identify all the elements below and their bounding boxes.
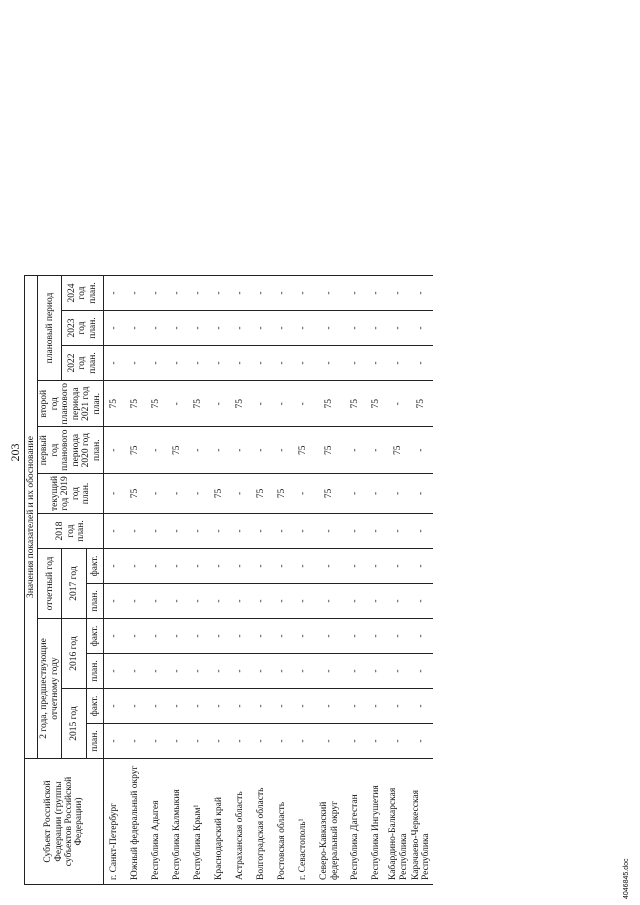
row-value-cell: - xyxy=(125,514,146,549)
table-row xyxy=(366,276,387,885)
row-value-cell: - xyxy=(104,514,126,549)
row-value-cell: - xyxy=(167,689,188,724)
row-value-cell: - xyxy=(387,654,410,689)
row-value-cell: - xyxy=(230,654,251,689)
table-row xyxy=(188,276,209,885)
row-value-cell: - xyxy=(410,689,433,724)
row-subject-name: Ростовская область xyxy=(272,759,293,885)
row-value-cell: - xyxy=(387,381,410,427)
row-value-cell: - xyxy=(167,381,188,427)
row-value-cell: - xyxy=(345,689,366,724)
row-value-cell: - xyxy=(366,311,387,346)
row-subject-name: Республика Ингушетия xyxy=(366,759,387,885)
row-value-cell: - xyxy=(293,619,314,654)
row-value-cell: - xyxy=(188,584,209,619)
row-value-cell: - xyxy=(314,724,345,759)
row-value-cell: - xyxy=(125,346,146,381)
row-value-cell: 75 xyxy=(125,381,146,427)
table-row xyxy=(272,276,293,885)
row-value-cell: - xyxy=(230,724,251,759)
row-value-cell: - xyxy=(272,689,293,724)
row-value-cell: - xyxy=(345,724,366,759)
document-id: 4046845.doc xyxy=(623,858,630,899)
header-plan: план. xyxy=(86,584,103,619)
row-value-cell: - xyxy=(293,549,314,584)
row-value-cell: 75 xyxy=(125,473,146,513)
table-body xyxy=(104,276,433,885)
row-value-cell: - xyxy=(209,549,230,584)
row-value-cell: - xyxy=(209,427,230,473)
header-2023: 2023 год план. xyxy=(62,311,104,346)
row-value-cell: - xyxy=(167,473,188,513)
row-value-cell: - xyxy=(345,427,366,473)
row-value-cell: - xyxy=(293,473,314,513)
header-current-year: текущий год 2019 год план. xyxy=(38,473,104,513)
row-value-cell: - xyxy=(314,276,345,311)
page-number: 203 xyxy=(8,443,22,462)
row-value-cell: 75 xyxy=(251,473,272,513)
row-value-cell: - xyxy=(251,514,272,549)
table-row xyxy=(146,276,167,885)
header-2018: 2018 год план. xyxy=(38,514,104,549)
table-row xyxy=(410,276,433,885)
table-header xyxy=(25,276,104,885)
row-value-cell: - xyxy=(410,724,433,759)
table-row xyxy=(167,276,188,885)
row-value-cell: 75 xyxy=(146,381,167,427)
row-value-cell: - xyxy=(104,584,126,619)
row-value-cell: - xyxy=(272,276,293,311)
row-value-cell: - xyxy=(345,549,366,584)
row-subject-name: Республика Калмыкия xyxy=(167,759,188,885)
table-row xyxy=(251,276,272,885)
row-value-cell: - xyxy=(167,311,188,346)
row-value-cell: 75 xyxy=(230,381,251,427)
row-value-cell: - xyxy=(209,346,230,381)
row-value-cell: - xyxy=(272,654,293,689)
row-value-cell: - xyxy=(146,724,167,759)
row-value-cell: - xyxy=(314,346,345,381)
header-2022: 2022 год план. xyxy=(62,346,104,381)
row-value-cell: - xyxy=(345,473,366,513)
row-value-cell: - xyxy=(167,654,188,689)
header-prev-years: 2 года, предшествующие отчетному году xyxy=(38,619,62,759)
row-value-cell: - xyxy=(366,654,387,689)
header-2024: 2024 год план. xyxy=(62,276,104,311)
row-value-cell: - xyxy=(345,619,366,654)
row-value-cell: - xyxy=(272,549,293,584)
row-value-cell: - xyxy=(272,346,293,381)
row-value-cell: - xyxy=(314,619,345,654)
header-fact: факт. xyxy=(86,689,103,724)
row-value-cell: - xyxy=(387,473,410,513)
row-value-cell: - xyxy=(230,514,251,549)
row-value-cell: - xyxy=(230,473,251,513)
row-value-cell: - xyxy=(272,619,293,654)
row-value-cell: - xyxy=(104,619,126,654)
row-value-cell: - xyxy=(146,427,167,473)
row-value-cell: - xyxy=(146,346,167,381)
row-value-cell: - xyxy=(387,276,410,311)
row-value-cell: - xyxy=(209,724,230,759)
row-value-cell: - xyxy=(230,311,251,346)
row-value-cell: - xyxy=(146,514,167,549)
row-value-cell: 75 xyxy=(366,381,387,427)
row-value-cell: - xyxy=(188,514,209,549)
row-value-cell: - xyxy=(125,654,146,689)
row-value-cell: - xyxy=(410,346,433,381)
row-value-cell: - xyxy=(293,346,314,381)
row-value-cell: - xyxy=(272,514,293,549)
row-value-cell: - xyxy=(251,381,272,427)
row-value-cell: - xyxy=(345,584,366,619)
row-value-cell: - xyxy=(167,584,188,619)
row-value-cell: - xyxy=(188,689,209,724)
row-subject-name: г. Севастополь¹ xyxy=(293,759,314,885)
table-row xyxy=(314,276,345,885)
row-value-cell: - xyxy=(104,346,126,381)
row-value-cell: - xyxy=(125,619,146,654)
row-value-cell: - xyxy=(230,619,251,654)
row-value-cell: - xyxy=(410,514,433,549)
row-value-cell: - xyxy=(188,427,209,473)
row-value-cell: - xyxy=(251,619,272,654)
row-value-cell: - xyxy=(104,276,126,311)
row-value-cell: - xyxy=(366,514,387,549)
row-value-cell: - xyxy=(293,689,314,724)
row-value-cell: - xyxy=(167,514,188,549)
row-value-cell: - xyxy=(366,689,387,724)
row-subject-name: г. Санкт-Петербург xyxy=(104,759,126,885)
header-report-year: отчетный год xyxy=(38,549,62,619)
header-fact: факт. xyxy=(86,549,103,584)
row-value-cell: - xyxy=(188,311,209,346)
row-value-cell: - xyxy=(410,584,433,619)
row-value-cell: - xyxy=(125,584,146,619)
row-value-cell: - xyxy=(167,276,188,311)
row-value-cell: - xyxy=(104,427,126,473)
row-value-cell: - xyxy=(146,654,167,689)
row-value-cell: 75 xyxy=(188,381,209,427)
row-value-cell: - xyxy=(104,311,126,346)
row-value-cell: - xyxy=(167,724,188,759)
row-value-cell: 75 xyxy=(314,473,345,513)
row-value-cell: - xyxy=(366,584,387,619)
row-value-cell: - xyxy=(230,584,251,619)
row-value-cell: - xyxy=(345,514,366,549)
row-value-cell: - xyxy=(410,619,433,654)
row-value-cell: - xyxy=(209,381,230,427)
row-value-cell: - xyxy=(387,584,410,619)
header-plan: план. xyxy=(86,654,103,689)
header-planning-period: плановый период xyxy=(38,276,62,381)
row-value-cell: - xyxy=(251,311,272,346)
header-2015: 2015 год xyxy=(62,689,87,759)
row-subject-name: Северо-Кавказский федеральный округ xyxy=(314,759,345,885)
row-value-cell: - xyxy=(366,473,387,513)
row-value-cell: 75 xyxy=(314,427,345,473)
row-value-cell: - xyxy=(251,346,272,381)
row-value-cell: - xyxy=(314,549,345,584)
row-value-cell: - xyxy=(387,549,410,584)
row-value-cell: - xyxy=(387,689,410,724)
row-value-cell: - xyxy=(293,584,314,619)
row-value-cell: - xyxy=(104,689,126,724)
row-subject-name: Кабардино-Балкарская Республика xyxy=(387,759,410,885)
row-value-cell: - xyxy=(387,724,410,759)
row-subject-name: Волгоградская область xyxy=(251,759,272,885)
row-value-cell: - xyxy=(272,311,293,346)
row-value-cell: 75 xyxy=(272,473,293,513)
row-value-cell: - xyxy=(387,346,410,381)
row-value-cell: - xyxy=(314,514,345,549)
row-value-cell: - xyxy=(410,654,433,689)
indicators-table xyxy=(24,275,433,885)
row-value-cell: - xyxy=(293,654,314,689)
table-row xyxy=(387,276,410,885)
header-fact: факт. xyxy=(86,619,103,654)
row-value-cell: - xyxy=(366,619,387,654)
row-value-cell: - xyxy=(188,346,209,381)
row-value-cell: - xyxy=(410,473,433,513)
row-value-cell: - xyxy=(366,549,387,584)
row-value-cell: - xyxy=(104,724,126,759)
row-value-cell: - xyxy=(146,311,167,346)
row-value-cell: 75 xyxy=(293,427,314,473)
row-value-cell: - xyxy=(104,654,126,689)
header-indicators: Значения показателей и их обоснование xyxy=(25,276,38,759)
row-value-cell: - xyxy=(366,346,387,381)
row-value-cell: - xyxy=(387,514,410,549)
row-value-cell: - xyxy=(314,654,345,689)
row-subject-name: Южный федеральный округ xyxy=(125,759,146,885)
row-subject-name: Карачаево-Черкесская Республика xyxy=(410,759,433,885)
row-value-cell: - xyxy=(209,584,230,619)
row-value-cell: - xyxy=(188,276,209,311)
header-plan: план. xyxy=(86,724,103,759)
table-row xyxy=(345,276,366,885)
row-value-cell: - xyxy=(209,311,230,346)
header-subject: Субъект Российской Федерации (группы субъектов Российской Федерации) xyxy=(25,759,104,885)
row-value-cell: - xyxy=(104,549,126,584)
row-value-cell: - xyxy=(410,549,433,584)
header-2017: 2017 год xyxy=(62,549,87,619)
row-value-cell: - xyxy=(188,654,209,689)
row-value-cell: - xyxy=(345,346,366,381)
row-value-cell: - xyxy=(146,473,167,513)
row-value-cell: - xyxy=(251,276,272,311)
row-value-cell: - xyxy=(209,654,230,689)
row-value-cell: - xyxy=(345,311,366,346)
row-value-cell: - xyxy=(293,311,314,346)
row-value-cell: - xyxy=(314,689,345,724)
row-value-cell: 75 xyxy=(209,473,230,513)
row-value-cell: 75 xyxy=(167,427,188,473)
row-value-cell: - xyxy=(410,276,433,311)
row-subject-name: Астраханская область xyxy=(230,759,251,885)
row-value-cell: - xyxy=(230,549,251,584)
row-value-cell: - xyxy=(251,689,272,724)
row-value-cell: - xyxy=(366,724,387,759)
row-value-cell: - xyxy=(251,584,272,619)
row-value-cell: - xyxy=(345,276,366,311)
row-value-cell: - xyxy=(314,584,345,619)
row-value-cell: - xyxy=(230,689,251,724)
row-value-cell: - xyxy=(125,549,146,584)
row-value-cell: - xyxy=(251,427,272,473)
table-row xyxy=(125,276,146,885)
table-row xyxy=(209,276,230,885)
header-second-plan-year: второй год планового периода 2021 год план. xyxy=(38,381,104,427)
row-value-cell: - xyxy=(167,346,188,381)
row-value-cell: - xyxy=(345,654,366,689)
row-value-cell: - xyxy=(314,311,345,346)
row-value-cell: - xyxy=(230,276,251,311)
row-value-cell: - xyxy=(188,473,209,513)
row-value-cell: - xyxy=(387,619,410,654)
row-value-cell: 75 xyxy=(387,427,410,473)
row-value-cell: - xyxy=(230,427,251,473)
row-value-cell: - xyxy=(146,549,167,584)
table-row xyxy=(104,276,126,885)
row-value-cell: - xyxy=(230,346,251,381)
row-value-cell: - xyxy=(146,689,167,724)
row-value-cell: - xyxy=(209,514,230,549)
row-subject-name: Республика Адыгея xyxy=(146,759,167,885)
row-value-cell: 75 xyxy=(410,381,433,427)
row-value-cell: - xyxy=(272,427,293,473)
row-value-cell: - xyxy=(366,276,387,311)
row-value-cell: - xyxy=(125,724,146,759)
row-value-cell: - xyxy=(209,689,230,724)
row-value-cell: - xyxy=(410,311,433,346)
row-value-cell: - xyxy=(125,276,146,311)
row-value-cell: - xyxy=(293,381,314,427)
row-value-cell: - xyxy=(167,619,188,654)
row-subject-name: Республика Крым¹ xyxy=(188,759,209,885)
row-value-cell: 75 xyxy=(104,381,126,427)
row-value-cell: - xyxy=(167,549,188,584)
row-value-cell: - xyxy=(188,619,209,654)
row-value-cell: - xyxy=(125,311,146,346)
row-value-cell: - xyxy=(209,276,230,311)
table-row xyxy=(230,276,251,885)
row-value-cell: - xyxy=(251,549,272,584)
row-value-cell: - xyxy=(146,584,167,619)
row-subject-name: Республика Дагестан xyxy=(345,759,366,885)
row-value-cell: - xyxy=(125,689,146,724)
row-value-cell: - xyxy=(251,654,272,689)
row-value-cell: 75 xyxy=(345,381,366,427)
row-value-cell: - xyxy=(387,311,410,346)
row-value-cell: - xyxy=(272,381,293,427)
row-value-cell: - xyxy=(293,514,314,549)
row-subject-name: Краснодарский край xyxy=(209,759,230,885)
row-value-cell: - xyxy=(293,276,314,311)
row-value-cell: - xyxy=(104,473,126,513)
row-value-cell: - xyxy=(146,276,167,311)
row-value-cell: - xyxy=(146,619,167,654)
header-2016: 2016 год xyxy=(62,619,87,689)
row-value-cell: - xyxy=(188,549,209,584)
row-value-cell: - xyxy=(410,427,433,473)
row-value-cell: - xyxy=(366,427,387,473)
row-value-cell: - xyxy=(251,724,272,759)
row-value-cell: - xyxy=(272,584,293,619)
header-first-plan-year: первый год планового периода 2020 год план. xyxy=(38,427,104,473)
row-value-cell: 75 xyxy=(125,427,146,473)
row-value-cell: - xyxy=(272,724,293,759)
row-value-cell: - xyxy=(188,724,209,759)
row-value-cell: - xyxy=(209,619,230,654)
table-row xyxy=(293,276,314,885)
row-value-cell: - xyxy=(293,724,314,759)
row-value-cell: 75 xyxy=(314,381,345,427)
